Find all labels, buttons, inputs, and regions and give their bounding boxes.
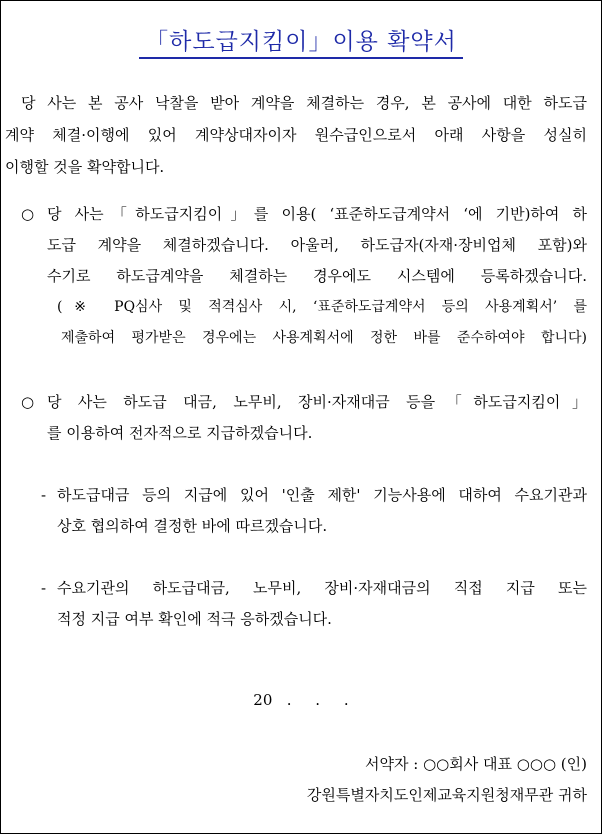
document-title-text: 「하도급지킴이」이용 확약서 — [139, 29, 463, 59]
sub1-line-2: 상호 협의하여 결정한 바에 따르겠습니다. — [57, 517, 328, 535]
recipient-line: 강원특별자치도인제교육지원청재무관 귀하 — [306, 786, 587, 804]
intro-line-3: 이행할 것을 확약합니다. — [5, 158, 165, 176]
item1-note-line-1: (※ PQ심사 및 적격심사 시, ‘표준하도급계약서 등의 사용계획서’ 를 — [57, 299, 587, 315]
item2-line-1: 당 사는 하도급 대금, 노무비, 장비·자재대금 등을「하도급지킴이」 — [47, 393, 587, 411]
dash-sub-2: - — [41, 579, 47, 597]
bullet-item-2: ○ — [21, 393, 35, 411]
item1-line-1: 당 사는「하도급지킴이」를 이용( ‘표준하도급계약서 ‘에 기반)하여 하 — [47, 205, 587, 223]
intro-line-1: 당 사는 본 공사 낙찰을 받아 계약을 체결하는 경우, 본 공사에 대한 하도급 — [21, 94, 587, 112]
intro-line-2: 계약 체결·이행에 있어 계약상대자이자 원수급인으로서 아래 사항을 성실히 — [5, 126, 587, 144]
document-title — [1, 23, 601, 56]
signer-line: 서약자 : ○○회사 대표 ○○○ (인) — [365, 755, 587, 773]
item2-line-2: 를 이용하여 전자적으로 지급하겠습니다. — [47, 424, 313, 442]
sub2-line-2: 적정 지급 여부 확인에 적극 응하겠습니다. — [57, 610, 332, 628]
bullet-item-1: ○ — [21, 205, 35, 223]
dash-sub-1: - — [41, 486, 47, 504]
item1-note-line-2: 제출하여 평가받은 경우에는 사용계획서에 정한 바를 준수하여야 합니다) — [61, 330, 587, 346]
item1-line-3: 수기로 하도급계약을 체결하는 경우에도 시스템에 등록하겠습니다. — [47, 267, 587, 285]
item1-line-2: 도급 계약을 체결하겠습니다. 아울러, 하도급자(자재·장비업체 포함)와 — [47, 236, 587, 254]
sub1-line-1: 하도급대금 등의 지급에 있어 '인출 제한' 기능사용에 대하여 수요기관과 — [57, 486, 587, 504]
sub2-line-1: 수요기관의 하도급대금, 노무비, 장비·자재대금의 직접 지급 또는 — [57, 579, 587, 597]
date-line: 20 . . . — [253, 691, 349, 709]
